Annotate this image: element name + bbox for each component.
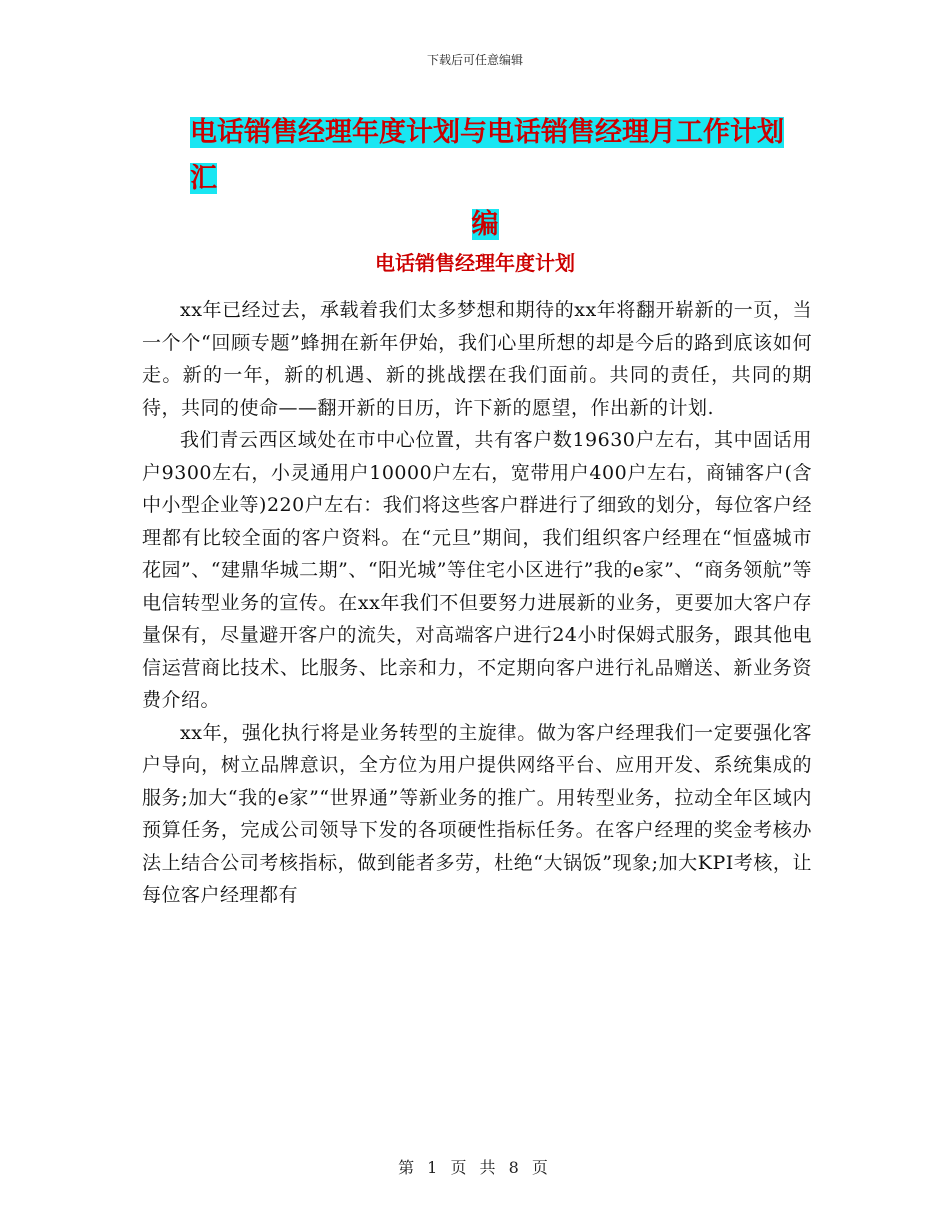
paragraph-3: xx年，强化执行将是业务转型的主旋律。做为客户经理我们一定要强化客户导向，树立品牌意识，全方位为用户提供网络平台、应用开发、系统集成的服务;加大“我的e家”“世界通”等新业务的推广。用转型业务，拉动全年区域内预算任务，完成公司领导下发的各项硬性指标任务。在客户经理的奖金考核办法上结合公司考核指标，做到能者多劳，杜绝“大锅饭”现象;加大KPI考核，让每位客户经理都有 xyxy=(142,721,812,906)
document-title xyxy=(190,110,810,248)
paragraph-1: xx年已经过去，承载着我们太多梦想和期待的xx年将翻开崭新的一页，当一个个“回顾专题”蜂拥在新年伊始，我们心里所想的却是今后的路到底该如何走。新的一年，新的机遇、新的挑战摆在我们面前。共同的责任，共同的期待，共同的使命——翻开新的日历，许下新的愿望，作出新的计划. xyxy=(142,299,812,419)
section-title: 电话销售经理年度计划 xyxy=(375,251,575,275)
paragraph-2: 我们青云西区域处在市中心位置，共有客户数19630户左右，其中固话用户9300左右，小灵通用户10000户左右，宽带用户400户左右，商铺客户(含中小型企业等)220户左右：我们将这些客户群进行了细致的划分，每位客户经理都有比较全面的客户资料。在“元旦”期间，我们组织客户经理在“恒盛城市花园”、“建鼎华城二期”、“阳光城”等住宅小区进行”我的e家”、“商务领航”等电信转型业务的宣传。在xx年我们不但要努力进展新的业务，更要加大客户存量保有，尽量避开客户的流失，对高端客户进行24小时保姆式服务，跟其他电信运营商比技术、比服务、比亲和力，不定期向客户进行礼品赠送、新业务资费介绍。 xyxy=(142,429,812,711)
document-title-line-1: 电话销售经理年度计划与电话销售经理月工作计划汇 xyxy=(190,117,784,194)
page-number: 第 1 页 共 8 页 xyxy=(398,1158,552,1177)
page-header-note: 下载后可任意编辑 xyxy=(426,53,523,67)
document-title-line-2: 编 xyxy=(471,209,499,240)
document-body xyxy=(142,294,812,912)
